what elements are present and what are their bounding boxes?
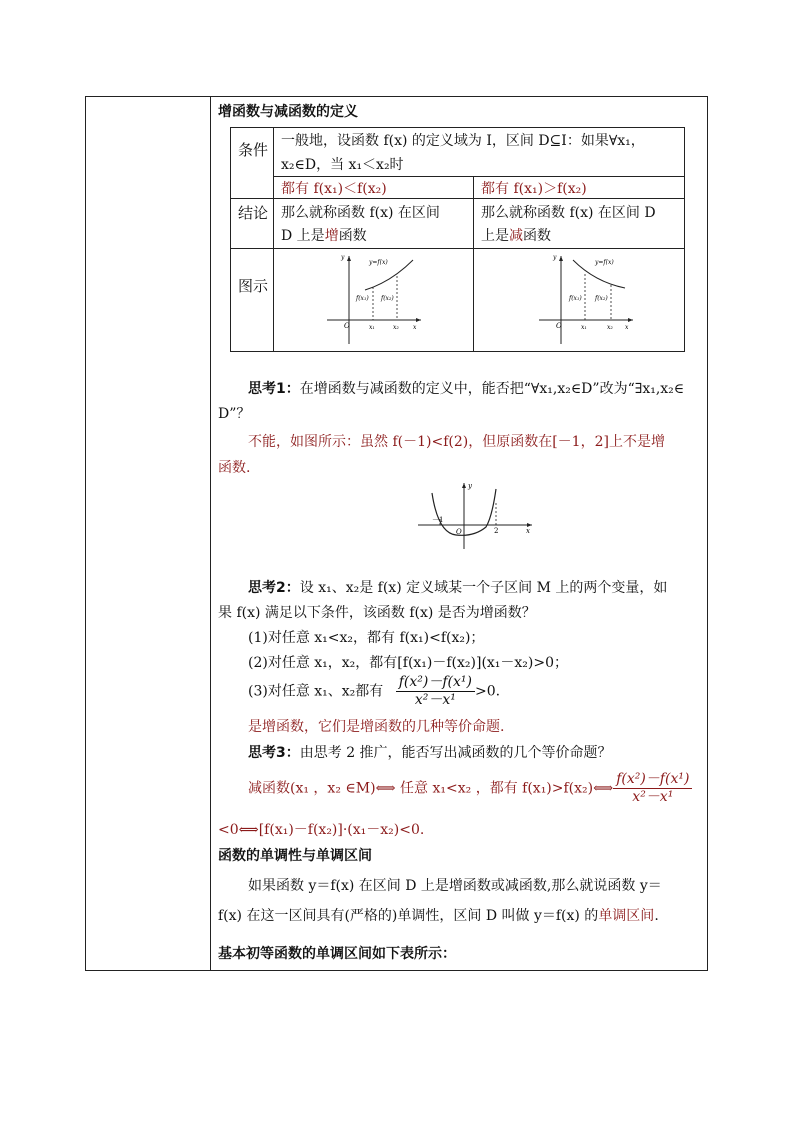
column-divider [210,97,211,970]
row-label-graph: 图示 [237,277,268,295]
section-title-monotonicity: 函数的单调性与单调区间 [218,848,372,864]
two-label: 2 [494,527,499,535]
definition-table [230,127,685,352]
think2-label: 思考2： [248,580,300,596]
y-axis-label: y [341,254,345,261]
origin-label: O [456,528,462,536]
think2-answer: 是增函数，它们是增函数的几种等价命题. [248,719,505,735]
row-label-conclusion: 结论 [237,204,268,222]
x2-label: x₂ [393,324,399,331]
decreasing-condition: 都有 f(x₁)＞f(x₂) [481,181,587,197]
increasing-conclusion-line-2: D 上是增函数 [281,228,367,244]
svg-text:x₂: x₂ [607,324,613,331]
increasing-conclusion-line-1: 那么就称函数 f(x) 在区间 [281,205,440,221]
section-title-basic-functions: 基本初等函数的单调区间如下表所示： [218,946,456,962]
think1-answer-line-2: 函数. [218,460,251,476]
section2-line-2: f(x) 在这一区间具有(严格的)单调性，区间 D 叫做 y＝f(x) 的单调区间. [218,908,659,924]
increasing-condition: 都有 f(x₁)＜f(x₂) [281,181,387,197]
think1-question-line-2: D”？ [218,406,251,422]
think2-item-2: (2)对任意 x₁，x₂，都有[f(x₁)－f(x₂)](x₁－x₂)>0； [248,655,569,671]
decreasing-term: 减 [509,228,523,244]
svg-text:y=f(x): y=f(x) [595,259,614,266]
section2-line-1: 如果函数 y＝f(x) 在区间 D 上是增函数或减函数,那么就说函数 y＝ [248,878,662,894]
think2-item-1: (1)对任意 x₁<x₂，都有 f(x₁)<f(x₂)； [248,630,485,646]
row-label-condition: 条件 [237,141,268,159]
svg-text:x: x [625,324,629,331]
x-axis-label: x [526,527,530,535]
counterexample-graph [416,481,536,551]
decreasing-conclusion-line-2: 上是减函数 [481,228,551,244]
think1-question-line-1: 思考1：在增函数与减函数的定义中，能否把“∀x₁,x₂∈D”改为“∃x₁,x₂∈ [248,381,685,397]
origin-label: O [344,322,350,330]
condition-line-1: 一般地，设函数 f(x) 的定义域为 I，区间 D⊆I：如果∀x₁， [281,133,645,149]
think2-question-line-1: 思考2：设 x₁、x₂是 f(x) 定义域某一个子区间 M 上的两个变量，如 [248,580,668,596]
neg-one-label: －1 [432,516,444,524]
curve-label: y=f(x) [369,259,388,266]
increasing-function-graph [321,252,431,348]
think1-answer-line-1: 不能，如图所示：虽然 f(－1)<f(2)，但原函数在[－1，2]上不是增 [248,434,665,450]
svg-text:x₁: x₁ [581,324,587,331]
svg-text:f(x₂): f(x₂) [595,295,608,302]
outer-table [85,96,708,971]
x-axis-label: x [413,324,417,331]
svg-text:O: O [556,322,562,330]
section-title-definition: 增函数与减函数的定义 [218,104,358,120]
think2-question-line-2: 果 f(x) 满足以下条件，该函数 f(x) 是否为增函数？ [218,605,536,621]
think3-answer-line-2: <0⟺[f(x₁)－f(x₂)]·(x₁－x₂)<0. [218,822,425,838]
think3-answer-line-1: 减函数(x₁ ，x₂ ∈M)⟺ 任意 x₁<x₂ ，都有 f(x₁)>f(x₂)⟺ $\frac{\text{f(x²)－f(x¹)}}{\text{x²－x¹}}$ [248,771,692,806]
monotonic-interval-term: 单调区间 [598,908,655,924]
y-axis-label: y [468,482,472,490]
decreasing-conclusion-line-1: 那么就称函数 f(x) 在区间 D [481,205,656,221]
think3-question: 思考3：由思考 2 推广，能否写出减函数的几个等价命题？ [248,745,612,761]
x1-label: x₁ [369,324,375,331]
condition-line-2: x₂∈D，当 x₁＜x₂时 [281,157,404,173]
f-x1-label: f(x₁) [356,295,369,302]
f-x2-label: f(x₂) [381,295,394,302]
increasing-term: 增 [324,228,339,244]
think1-label: 思考1： [248,381,300,397]
think3-label: 思考3： [248,745,300,761]
think2-item-3: (3)对任意 x₁、x₂都有 $\frac{\text{f(x²)－f(x¹)}}{\text{x²－x¹}}$ >0. [248,674,501,708]
decreasing-function-graph [533,252,643,348]
svg-text:y: y [553,254,557,261]
svg-text:f(x₁): f(x₁) [569,295,582,302]
